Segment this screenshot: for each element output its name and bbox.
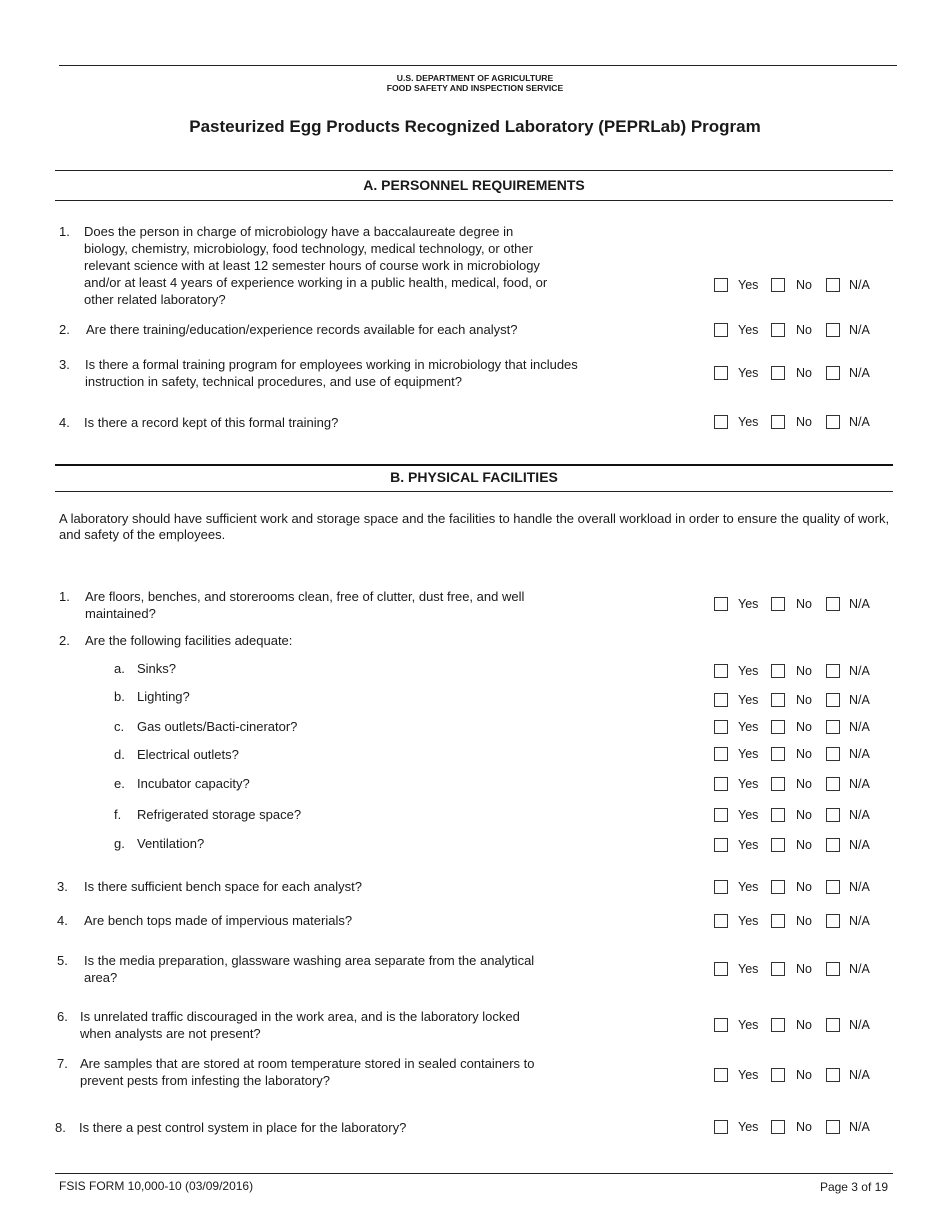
section-a-q2-no-label: No: [796, 323, 812, 337]
section-b-q2-b-letter: b.: [114, 689, 125, 704]
section-b-title: B. PHYSICAL FACILITIES: [390, 469, 558, 485]
section-b-q2-f-options: [714, 808, 884, 826]
section-b-q2-f-na-checkbox[interactable]: [826, 808, 840, 822]
section-b-q2-c-text: Gas outlets/Bacti-cinerator?: [137, 719, 298, 734]
section-b-q2-f-no-label: No: [796, 808, 812, 822]
section-b-q2-g-yes-checkbox[interactable]: [714, 838, 728, 852]
section-b-q2-line: Are the following facilities adequate:: [85, 633, 293, 648]
section-b-q8-na-label: N/A: [849, 1120, 870, 1134]
section-b-q7-na-checkbox[interactable]: [826, 1068, 840, 1082]
section-a-q1-yes-checkbox[interactable]: [714, 278, 728, 292]
section-b-q8-no-label: No: [796, 1120, 812, 1134]
section-b-q2-b-options: [714, 693, 884, 711]
page-number: Page 3 of 19: [819, 1180, 888, 1194]
section-b-bottom-rule: [55, 491, 893, 492]
top-rule: [59, 65, 897, 66]
section-a-q3-no-checkbox[interactable]: [771, 366, 785, 380]
section-a-q1-options: [714, 278, 884, 296]
section-b-q2-c-yes-label: Yes: [738, 720, 759, 734]
section-b-q2-c-no-checkbox[interactable]: [771, 720, 785, 734]
section-b-q6-line: Is unrelated traffic discouraged in the work area, and is the laboratory locked: [80, 1009, 520, 1024]
section-a-q2-text: [86, 321, 517, 338]
section-b-q2-c-options: [714, 720, 884, 738]
section-b-q4-number: 4.: [57, 913, 68, 928]
section-b-q2-a-yes-checkbox[interactable]: [714, 664, 728, 678]
section-b-q7-line: Are samples that are stored at room temperature stored in sealed containers to: [80, 1056, 535, 1071]
section-b-q1-number: 1.: [59, 589, 70, 604]
section-b-q1-line: maintained?: [85, 606, 156, 621]
section-b-q7-na-label: N/A: [849, 1068, 870, 1082]
section-a-q1-na-label: N/A: [849, 278, 870, 292]
footer-rule: [55, 1173, 893, 1174]
section-b-q6-number: 6.: [57, 1009, 68, 1024]
section-a-q3-text: [85, 356, 578, 390]
section-b-q2-d-no-label: No: [796, 747, 812, 761]
section-b-q2-e-no-checkbox[interactable]: [771, 777, 785, 791]
section-a-q2-yes-label: Yes: [738, 323, 759, 337]
section-b-q2-b-no-checkbox[interactable]: [771, 693, 785, 707]
section-b-q2-a-yes-label: Yes: [738, 664, 759, 678]
section-a-q1-text: [84, 223, 547, 308]
section-a-q2-number: 2.: [59, 322, 70, 337]
section-a-q4-yes-label: Yes: [738, 415, 759, 429]
section-b-q2-c-letter: c.: [114, 719, 125, 734]
section-b-q1-no-checkbox[interactable]: [771, 597, 785, 611]
section-b-q2-b-yes-label: Yes: [738, 693, 759, 707]
section-a-q1-line: other related laboratory?: [84, 292, 226, 307]
section-b-q6-text: [80, 1008, 520, 1042]
section-b-q7-yes-checkbox[interactable]: [714, 1068, 728, 1082]
section-b-q2-f-text: Refrigerated storage space?: [137, 807, 302, 822]
form-number: FSIS FORM 10,000-10 (03/09/2016): [59, 1179, 254, 1193]
section-b-q2-g-na-label: N/A: [849, 838, 870, 852]
section-a-q3-yes-label: Yes: [738, 366, 759, 380]
section-a-q3-na-label: N/A: [849, 366, 870, 380]
section-b-q4-na-checkbox[interactable]: [826, 914, 840, 928]
section-a-q2-options: [714, 323, 884, 341]
section-b-q4-yes-checkbox[interactable]: [714, 914, 728, 928]
section-a-q1-number: 1.: [59, 224, 70, 239]
section-b-q4-no-label: No: [796, 914, 812, 928]
section-b-q3-na-checkbox[interactable]: [826, 880, 840, 894]
section-b-q1-line: Are floors, benches, and storerooms clean, free of clutter, dust free, and well: [85, 589, 525, 604]
section-a-q1-line: and/or at least 4 years of experience working in a public health, medical, food, or: [84, 275, 548, 290]
section-b-q5-no-checkbox[interactable]: [771, 962, 785, 976]
section-a-q4-yes-checkbox[interactable]: [714, 415, 728, 429]
section-b-q8-line: Is there a pest control system in place for the laboratory?: [79, 1120, 407, 1135]
section-b-q3-number: 3.: [57, 879, 68, 894]
section-a-q1-yes-label: Yes: [738, 278, 759, 292]
section-b-q2-e-yes-checkbox[interactable]: [714, 777, 728, 791]
section-b-q8-yes-label: Yes: [738, 1120, 759, 1134]
section-b-q2-a-text: Sinks?: [137, 661, 177, 676]
section-b-q5-yes-label: Yes: [738, 962, 759, 976]
section-a-q2-no-checkbox[interactable]: [771, 323, 785, 337]
section-a-q4-number: 4.: [59, 415, 70, 430]
section-a-q1-line: relevant science with at least 12 semester hours of course work in microbiology: [84, 258, 540, 273]
section-b-q4-yes-label: Yes: [738, 914, 759, 928]
section-b-q3-text: [84, 878, 362, 895]
section-b-q1-na-checkbox[interactable]: [826, 597, 840, 611]
section-b-q3-na-label: N/A: [849, 880, 870, 894]
section-b-q2-b-text: Lighting?: [137, 689, 190, 704]
section-b-q2-c-no-label: No: [796, 720, 812, 734]
section-b-q2-d-options: [714, 747, 884, 765]
section-b-q5-line: Is the media preparation, glassware washing area separate from the analytical: [84, 953, 535, 968]
section-b-q2-g-text: Ventilation?: [137, 836, 205, 851]
section-b-q7-number: 7.: [57, 1056, 68, 1071]
section-a-q4-na-checkbox[interactable]: [826, 415, 840, 429]
section-a-q2-yes-checkbox[interactable]: [714, 323, 728, 337]
section-b-top-rule: [55, 464, 893, 466]
section-b-q2-a-letter: a.: [114, 661, 125, 676]
section-b-q5-number: 5.: [57, 953, 68, 968]
section-b-q2-d-yes-checkbox[interactable]: [714, 747, 728, 761]
section-a-q4-line: Is there a record kept of this formal training?: [84, 415, 339, 430]
section-b-intro: A laboratory should have sufficient work and storage space and the facilities to handle the overall workload in order to ensure the quality of work, and safety of the employees.: [59, 511, 890, 542]
section-b-q2-d-na-label: N/A: [849, 747, 870, 761]
section-b-q1-text: [85, 588, 524, 622]
section-b-q2-c-na-label: N/A: [849, 720, 870, 734]
section-b-q6-no-label: No: [796, 1018, 812, 1032]
section-b-q2-e-letter: e.: [114, 776, 125, 791]
section-b-q8-yes-checkbox[interactable]: [714, 1120, 728, 1134]
page-title: Pasteurized Egg Products Recognized Laboratory (PEPRLab) Program: [189, 117, 761, 136]
section-b-q6-yes-checkbox[interactable]: [714, 1018, 728, 1032]
section-b-q2-d-na-checkbox[interactable]: [826, 747, 840, 761]
section-a-q2-na-label: N/A: [849, 323, 870, 337]
section-b-q2-c-na-checkbox[interactable]: [826, 720, 840, 734]
section-a-q1-no-checkbox[interactable]: [771, 278, 785, 292]
section-b-q2-a-options: [714, 664, 884, 682]
section-a-q4-na-label: N/A: [849, 415, 870, 429]
section-b-q1-no-label: No: [796, 597, 812, 611]
section-b-q2-f-yes-checkbox[interactable]: [714, 808, 728, 822]
department-name: U.S. DEPARTMENT OF AGRICULTURE: [396, 73, 554, 83]
section-b-q2-d-no-checkbox[interactable]: [771, 747, 785, 761]
section-b-q2-g-letter: g.: [114, 836, 125, 851]
section-b-q2-f-no-checkbox[interactable]: [771, 808, 785, 822]
section-b-q3-line: Is there sufficient bench space for each analyst?: [84, 879, 362, 894]
section-b-q2-f-na-label: N/A: [849, 808, 870, 822]
section-b-q1-yes-checkbox[interactable]: [714, 597, 728, 611]
section-b-q8-text: [79, 1119, 406, 1136]
section-a-title: A. PERSONNEL REQUIREMENTS: [363, 177, 585, 193]
section-b-q2-e-yes-label: Yes: [738, 777, 759, 791]
section-b-q2-d-yes-label: Yes: [738, 747, 759, 761]
section-a-q4-no-label: No: [796, 415, 812, 429]
section-a-q4-no-checkbox[interactable]: [771, 415, 785, 429]
section-b-q8-no-checkbox[interactable]: [771, 1120, 785, 1134]
section-b-q8-na-checkbox[interactable]: [826, 1120, 840, 1134]
section-b-q2-number: 2.: [59, 633, 70, 648]
section-b-q6-options: [714, 1018, 884, 1036]
section-b-q4-line: Are bench tops made of impervious materials?: [84, 913, 353, 928]
section-a-q3-options: [714, 366, 884, 384]
section-b-q3-no-label: No: [796, 880, 812, 894]
section-b-q2-f-yes-label: Yes: [738, 808, 759, 822]
section-b-q3-no-checkbox[interactable]: [771, 880, 785, 894]
section-a-q3-number: 3.: [59, 357, 70, 372]
section-b-q2-b-yes-checkbox[interactable]: [714, 693, 728, 707]
section-b-q5-text: [84, 952, 534, 986]
section-b-q2-g-no-checkbox[interactable]: [771, 838, 785, 852]
section-b-q2-g-yes-label: Yes: [738, 838, 759, 852]
section-a-q3-yes-checkbox[interactable]: [714, 366, 728, 380]
section-b-q7-line: prevent pests from infesting the laboratory?: [80, 1073, 331, 1088]
section-b-q4-options: [714, 914, 884, 932]
section-b-q2-g-no-label: No: [796, 838, 812, 852]
section-a-q3-line: Is there a formal training program for employees working in microbiology that includes: [85, 357, 578, 372]
section-b-q5-yes-checkbox[interactable]: [714, 962, 728, 976]
section-a-q4-text: [84, 414, 338, 431]
section-a-q3-na-checkbox[interactable]: [826, 366, 840, 380]
section-b-q1-na-label: N/A: [849, 597, 870, 611]
section-b-q2-b-na-checkbox[interactable]: [826, 693, 840, 707]
section-b-q3-options: [714, 880, 884, 898]
section-a-q3-no-label: No: [796, 366, 812, 380]
section-b-q2-c-yes-checkbox[interactable]: [714, 720, 728, 734]
section-b-q2-a-na-checkbox[interactable]: [826, 664, 840, 678]
section-b-q2-e-no-label: No: [796, 777, 812, 791]
section-b-q4-no-checkbox[interactable]: [771, 914, 785, 928]
section-b-q3-yes-checkbox[interactable]: [714, 880, 728, 894]
section-a-top-rule: [55, 170, 893, 171]
section-b-q2-g-options: [714, 838, 884, 856]
section-b-q7-text: [80, 1055, 535, 1089]
section-a-q2-na-checkbox[interactable]: [826, 323, 840, 337]
section-a-q4-options: [714, 415, 884, 433]
section-b-q8-number: 8.: [55, 1120, 66, 1135]
section-a-q2-line: Are there training/education/experience records available for each analyst?: [86, 322, 518, 337]
section-b-q2-e-text: Incubator capacity?: [137, 776, 250, 791]
section-b-q2-e-options: [714, 777, 884, 795]
section-b-q1-yes-label: Yes: [738, 597, 759, 611]
section-b-q2-b-na-label: N/A: [849, 693, 870, 707]
section-b-q6-yes-label: Yes: [738, 1018, 759, 1032]
section-b-q7-yes-label: Yes: [738, 1068, 759, 1082]
section-b-q5-no-label: No: [796, 962, 812, 976]
section-b-q2-b-no-label: No: [796, 693, 812, 707]
section-b-q7-options: [714, 1068, 884, 1086]
section-b-q6-na-checkbox[interactable]: [826, 1018, 840, 1032]
section-a-q1-no-label: No: [796, 278, 812, 292]
section-b-q5-na-checkbox[interactable]: [826, 962, 840, 976]
section-b-q2-a-na-label: N/A: [849, 664, 870, 678]
section-b-q2-e-na-checkbox[interactable]: [826, 777, 840, 791]
section-b-q4-text: [84, 912, 352, 929]
section-a-q1-na-checkbox[interactable]: [826, 278, 840, 292]
section-b-q6-line: when analysts are not present?: [80, 1026, 261, 1041]
section-a-q1-line: Does the person in charge of microbiology have a baccalaureate degree in: [84, 224, 514, 239]
section-b-q3-yes-label: Yes: [738, 880, 759, 894]
section-a-bottom-rule: [55, 200, 893, 201]
section-b-q6-na-label: N/A: [849, 1018, 870, 1032]
service-name: FOOD SAFETY AND INSPECTION SERVICE: [386, 83, 564, 93]
section-a-q3-line: instruction in safety, technical procedures, and use of equipment?: [85, 374, 462, 389]
section-b-q2-a-no-label: No: [796, 664, 812, 678]
section-b-q7-no-checkbox[interactable]: [771, 1068, 785, 1082]
section-b-q2-d-letter: d.: [114, 747, 125, 762]
section-b-q1-options: [714, 597, 884, 615]
section-b-q8-options: [714, 1120, 884, 1138]
section-b-q7-no-label: No: [796, 1068, 812, 1082]
section-b-q6-no-checkbox[interactable]: [771, 1018, 785, 1032]
section-b-q2-g-na-checkbox[interactable]: [826, 838, 840, 852]
section-b-q2-text: [85, 632, 292, 649]
section-b-q4-na-label: N/A: [849, 914, 870, 928]
section-a-q1-line: biology, chemistry, microbiology, food technology, medical technology, or other: [84, 241, 533, 256]
section-b-q5-line: area?: [84, 970, 118, 985]
section-b-q2-a-no-checkbox[interactable]: [771, 664, 785, 678]
section-b-q2-e-na-label: N/A: [849, 777, 870, 791]
section-b-q2-f-letter: f.: [114, 807, 122, 822]
section-b-q5-options: [714, 962, 884, 980]
section-b-q5-na-label: N/A: [849, 962, 870, 976]
section-b-q2-d-text: Electrical outlets?: [137, 747, 239, 762]
